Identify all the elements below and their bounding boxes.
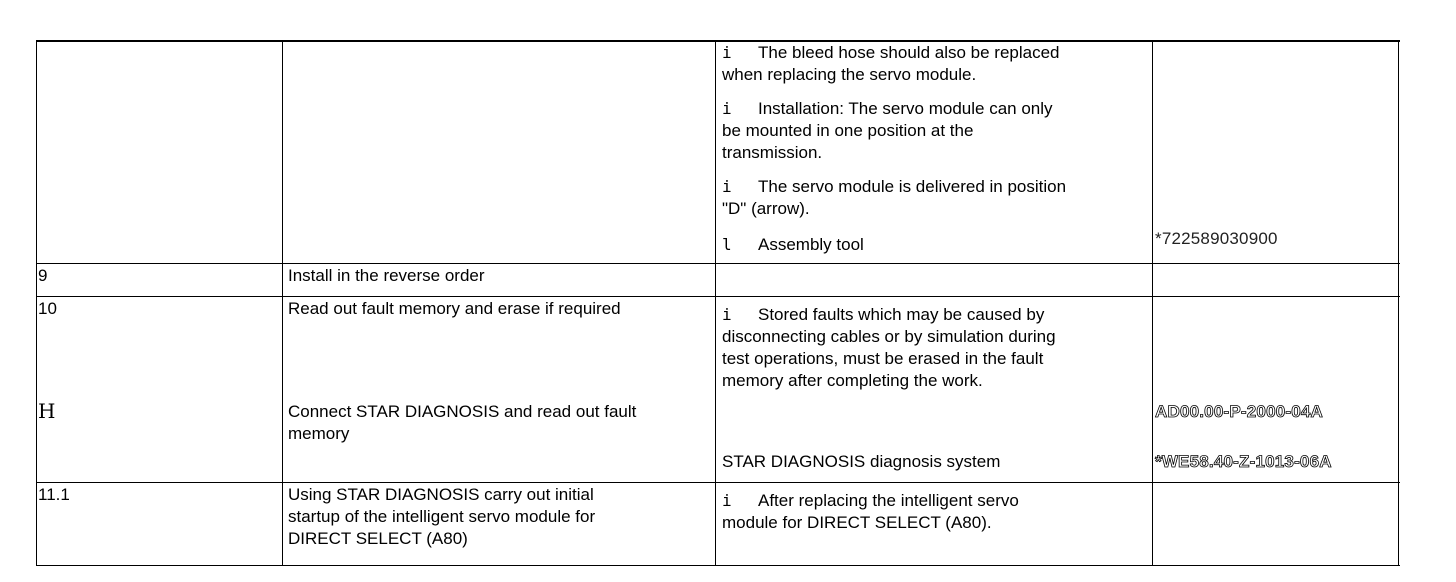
note-line: memory after completing the work. [722, 371, 983, 390]
action-line: Using STAR DIAGNOSIS carry out initial [288, 485, 594, 504]
table-rule [36, 296, 1400, 297]
note-line: Assembly tool [758, 235, 864, 254]
step-action: Read out fault memory and erase if required [288, 299, 621, 318]
tool-icon: l [722, 235, 732, 254]
note-line: when replacing the servo module. [722, 65, 977, 84]
tool-reference: *722589030900 [1155, 229, 1278, 248]
note-block [722, 234, 864, 256]
table-rule [36, 565, 1400, 566]
table-rule [36, 40, 1400, 42]
note-line: "D" (arrow). [722, 199, 810, 218]
note-line: Installation: The servo module can only [758, 99, 1053, 118]
table-rule [36, 40, 37, 566]
note-block [722, 42, 1060, 86]
note-line: The servo module is delivered in position [758, 177, 1067, 196]
info-icon: i [722, 43, 732, 62]
info-icon: i [722, 491, 732, 510]
info-icon: i [722, 305, 732, 324]
table-rule [715, 40, 716, 566]
note-line: test operations, must be erased in the fault [722, 349, 1044, 368]
step-number: 9 [38, 266, 48, 285]
note-plain: STAR DIAGNOSIS diagnosis system [722, 452, 1001, 471]
action-line: startup of the intelligent servo module for [288, 507, 596, 526]
step-number: 10 [38, 299, 57, 318]
note-line: Stored faults which may be caused by [758, 305, 1045, 324]
step-number: 11.1 [38, 485, 70, 504]
table-rule [36, 482, 1400, 483]
step-action [288, 401, 636, 445]
action-line: memory [288, 424, 350, 443]
note-line: The bleed hose should also be replaced [758, 43, 1060, 62]
table-rule [36, 263, 1400, 264]
step-marker: H [38, 399, 56, 423]
note-line: After replacing the intelligent servo [758, 491, 1019, 510]
note-line: transmission. [722, 143, 823, 162]
info-icon: i [722, 99, 732, 118]
action-line: Connect STAR DIAGNOSIS and read out fault [288, 402, 637, 421]
table-rule [1398, 40, 1399, 566]
procedure-table [36, 40, 1400, 566]
note-block [722, 98, 1053, 164]
note-block [722, 304, 1056, 392]
note-line: module for DIRECT SELECT (A80). [722, 513, 992, 532]
note-block [722, 490, 1019, 534]
action-line: DIRECT SELECT (A80) [288, 529, 468, 548]
note-block [722, 176, 1066, 220]
step-action: Install in the reverse order [288, 266, 485, 285]
info-icon: i [722, 177, 732, 196]
table-rule [1152, 40, 1153, 566]
note-line: disconnecting cables or by simulation during [722, 327, 1056, 346]
step-action [288, 484, 595, 550]
note-line: be mounted in one position at the [722, 121, 974, 140]
document-reference: AD00.00-P-2000-04A [1155, 402, 1324, 421]
document-reference: *WE58.40-Z-1013-06A [1155, 452, 1332, 471]
table-rule [282, 40, 283, 566]
